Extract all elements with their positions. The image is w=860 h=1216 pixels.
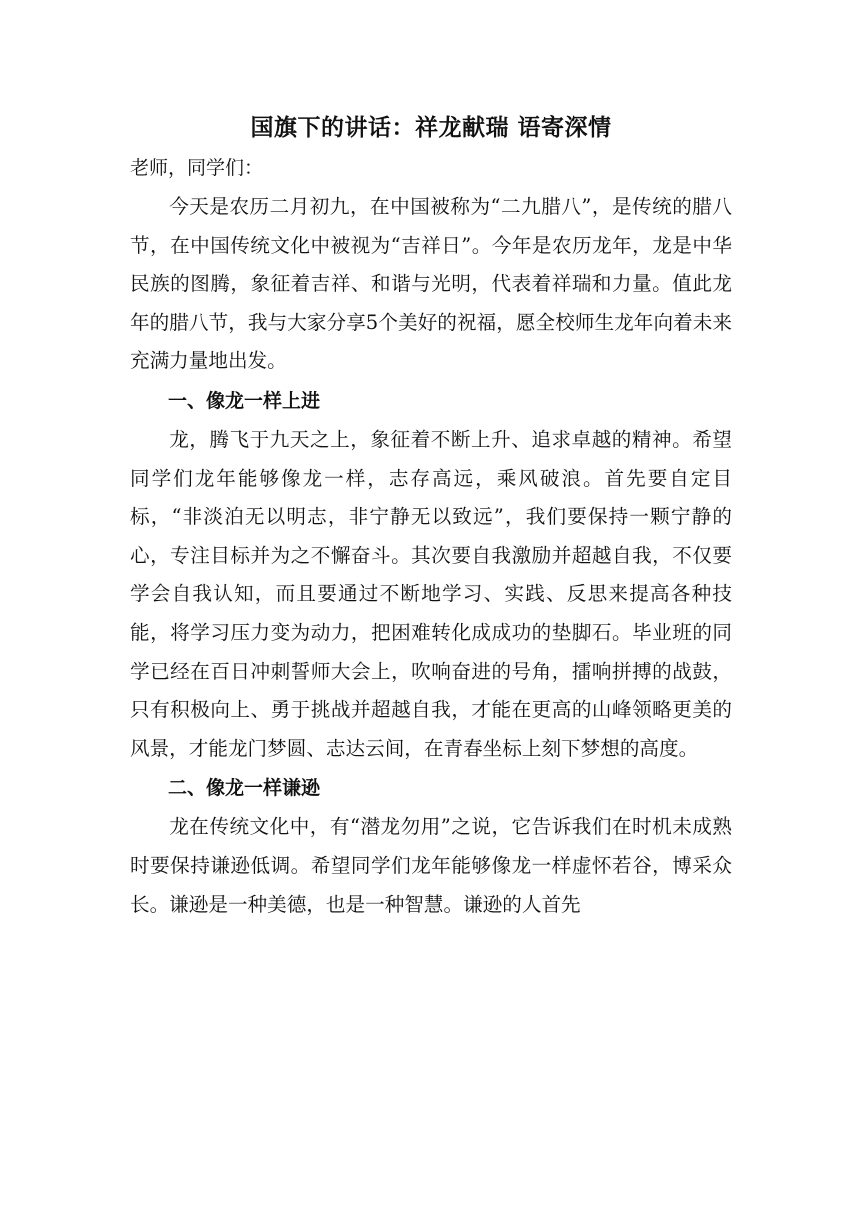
salutation: 老师，同学们： <box>130 157 264 179</box>
document-title: 国旗下的讲话：祥龙献瑞 语寄深情 <box>250 115 612 141</box>
section-body-2: 龙在传统文化中，有“潜龙勿用”之说，它告诉我们在时机未成熟时要保持谦逊低调。希望同学们龙年能够像龙一样虚怀若谷，博采众长。谦逊是一种美德，也是一种智慧。谦逊的人首先 <box>130 815 732 916</box>
section-heading-1: 一、像龙一样上进 <box>168 389 321 412</box>
document-page <box>130 108 732 924</box>
intro-paragraph: 今天是农历二月初九，在中国被称为“二九腊八”，是传统的腊八节，在中国传统文化中被视为“吉祥日”。今年是农历龙年，龙是中华民族的图腾，象征着吉祥、和谐与光明，代表着祥瑞和力量。值此龙年的腊八节，我与大家分享5个美好的祝福，愿全校师生龙年向着未来充满力量地出发。 <box>130 195 732 373</box>
section-body-1: 龙，腾飞于九天之上，象征着不断上升、追求卓越的精神。希望同学们龙年能够像龙一样，志存高远，乘风破浪。首先要自定目标，“非淡泊无以明志，非宁静无以致远”，我们要保持一颗宁静的心，专注目标并为之不懈奋斗。其次要自我激励并超越自我，不仅要学会自我认知，而且要通过不断地学习、实践、反思来提高各种技能，将学习压力变为动力，把困难转化成成功的垫脚石。毕业班的同学已经在百日冲刺誓师大会上，吹响奋进的号角，擂响拼搏的战鼓，只有积极向上、勇于挑战并超越自我，才能在更高的山峰领略更美的风景，才能龙门梦圆、志达云间，在青春坐标上刻下梦想的高度。 <box>130 427 732 760</box>
section-heading-2: 二、像龙一样谦逊 <box>168 777 321 800</box>
